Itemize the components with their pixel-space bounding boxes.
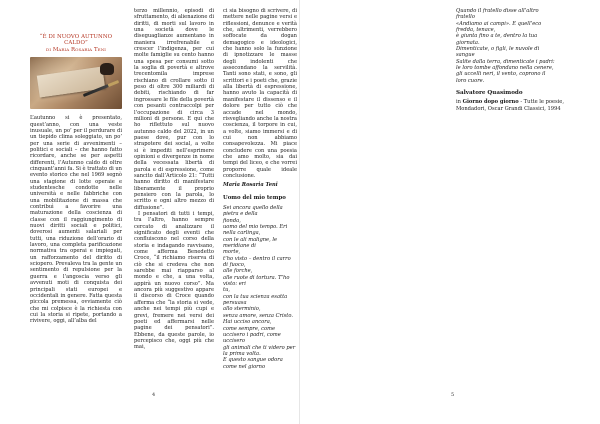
article-paragraph-2: terzo millennio, episodi di sfruttamento, di alienazione di diritti, di morti sul lavoro in una società dove le diseguaglianze aumentano in maniera irrefrenabile e crescer l’indigenza, per cui molte famiglie su cento hanno una spesa per consumi sotto la soglia di povertà e altrove trecentomila imprese rischiano di crollare sotto il peso di oltre 300 miliardi di debiti, rischiando di far ingrossare le file della povertà con pesanti contraccolpi per l’occupazione di circa 3 milioni di persone. E qui che ho riflettuto sul nuovo autunno caldo del 2022, in un paese dove, pur con lo strapotere dei social, a volte si è impediti nell’esprimere opinioni e divergenze in nome della vecessata libertà di parola e di espressione, come sancito dall’Articolo 21: “Tutti hanno diritto di manifestare liberamente il proprio pensiero con la parola, lo scritto e ogni altro mezzo di diffusione”.: [134, 8, 214, 211]
poem-line: t’ho visto – dentro il carro di fuoco,: [223, 255, 291, 269]
poem-left: [223, 205, 297, 370]
poem-line: sangue: [456, 52, 475, 59]
poem-line: con le ali maligne, le meridiane di: [223, 236, 278, 250]
article-paragraph-4: ci sia bisogno di scrivere, di mettere nelle pagine versi e riflessioni, denunce e verità che, altrimenti, verrebbero soffocate da dogan demagogico e ideologici, che hanno solo la funzione di ipnotizzare le masse degli indolenti che assecondano la servilità. Tanti sono stati, e sono, gli scrittori e i poeti che, grazie alla libertà di espressione, hanno avuto la capacità di manifestare il dissenso e il dolore per tutto ciò che accade nel mondo, risvegliando anche la nostra coscienza, il torpore in cui, a volte, siamo immersi e di cui non abbiamo consapevolezza. Mi piace concludere con una poesia che amo molto, sia dai tempi del liceo, e che vorrei proporre quale ideale conclusione.: [223, 8, 298, 179]
book-reference: [456, 99, 568, 112]
poem-line: fionda,: [223, 217, 241, 224]
poem-line: giornata.: [456, 39, 480, 46]
column-5: [456, 8, 568, 112]
poem-line: le loro tombe affondano nella cenere,: [456, 65, 554, 72]
poem-line: è giunta fino a te, dentro la tua: [456, 33, 538, 40]
poem-line: gli uccelli neri, il vento, coprono il: [456, 71, 546, 78]
article-paragraph-3: I pensatori di tutti i tempi, tra l’altro, hanno sempre cercato di analizzare il significato degli eventi che confluiscono nel corso della storia e indagando ravvisano, come afferma Benedetto Croce, “il richiamo riserva di ciò che si credeva che non sarebbe mai riapparso al mondo e che, a una volta, appirà un nuovo corso”. Ma ancora più suggestivo appare il discorso di Croce quando afferma che “la storia si vede, anche nei tempi più cupi e grevi, fremere nei versi dei poeti ed affermarsi nelle pagine dei pensatori”. Ebbene, da queste parole, io percepisco che, oggi più che mai,: [134, 211, 214, 351]
poem-line: con la tua scienza esatta persuasa: [223, 293, 288, 307]
poem-line: loro cuore.: [456, 77, 485, 84]
poem-line: gli animali che ti videro per la prima volta.: [223, 344, 296, 357]
poem-right: [456, 8, 568, 84]
poem-line: E questo sangue odora come nel giorno: [223, 357, 283, 370]
right-page: [300, 0, 600, 424]
reference-rest: - Tutte le poesie, Mondadori, Oscar Grandi Classici, 1994: [456, 99, 564, 112]
poem-line: fratello: [456, 14, 475, 21]
page-number-right: 5: [451, 392, 455, 398]
poem-line: «Andiamo ai campi». E quell’eco: [456, 20, 542, 27]
poem-line: Sei ancora quello della pietra e della: [223, 204, 283, 218]
reference-prefix: in: [456, 99, 463, 106]
paper-sheet: [37, 67, 105, 98]
column-3: [223, 8, 297, 370]
reference-book: Giorno dopo giorno: [462, 99, 519, 106]
poem-line: Dimenticate, o figli, le nuvole di: [456, 46, 540, 53]
poem-line: morte,: [223, 249, 241, 256]
poem-line: uomo del mio tempo. Eri nella carlinga,: [223, 224, 288, 237]
poem-line: alle ruote di tortura. T’ho visto: eri: [223, 274, 290, 288]
article-title: [30, 34, 122, 53]
poem-line: Quando il fratello disse all’altro: [456, 8, 539, 14]
desk-with-pen-and-paper-image: [30, 57, 122, 109]
poem-line: alle forche,: [223, 268, 253, 275]
article-title-text: “È DI NUOVO AUTUNNO CALDO”: [39, 34, 113, 47]
page-number-left: 4: [152, 392, 156, 398]
poem-line: allo sterminio,: [223, 306, 261, 313]
poem-line: fredda, tenace,: [456, 27, 496, 34]
article-paragraph-1: L’autunno si è presentato, quest’anno, con una veste inusuale, un po’ per il perdurare di un tiepido clima soleggiato, un po’ per una serie di avvenimenti – politici e sociali – che hanno fatto ricordare, anche se per aspetti differenti, l’Autunno caldo di oltre cinquant’anni fa. Si è trattato di un evento storico che nel 1969 segnò una stagione di lotte operaie e studentesche condotte nelle università e nelle fabbriche con una mobilitazione di massa che contribuì a favorire una maturazione della coscienza di classe con il raggiungimento di nuovi diritti sociali e politici, doverosi aumenti salariali per tutti, una riduzione dell’orario di lavoro, una completa parificazione normativa tra operai e impiegati, un rafforzamento del diritto di sciopero. Prevaleva tra la gente un sentimento di repulsione per la guerra e l’angoscia verso gli avvenuti moti di conquista dei principali stati europei e occidentali in genere. Fatta questa piccola premessa, ovviamente ciò che mi colpisce è la richiesta con cui la storia si ripete, portando a rivivere, oggi, all’alba del: [30, 115, 122, 325]
column-1: [30, 10, 122, 325]
poet-name: Salvatore Quasimodo: [456, 90, 523, 97]
poem-title: Uomo del mio tempo: [223, 194, 286, 201]
article-author: di Maria Rosaria Teni: [46, 46, 106, 53]
column-2: [134, 8, 214, 351]
poem-line: come sempre, come uccisero i padri, come uccisero: [223, 325, 281, 345]
poem-line: tu,: [223, 287, 231, 294]
signature: Maria Rosaria Teni: [223, 182, 278, 189]
inkwell-icon: [100, 63, 114, 75]
poem-line: senza amore, senza Cristo. Hai ucciso ancora,: [223, 312, 293, 326]
poem-line: Salite dalla terra, dimenticate i padri:: [456, 58, 555, 65]
